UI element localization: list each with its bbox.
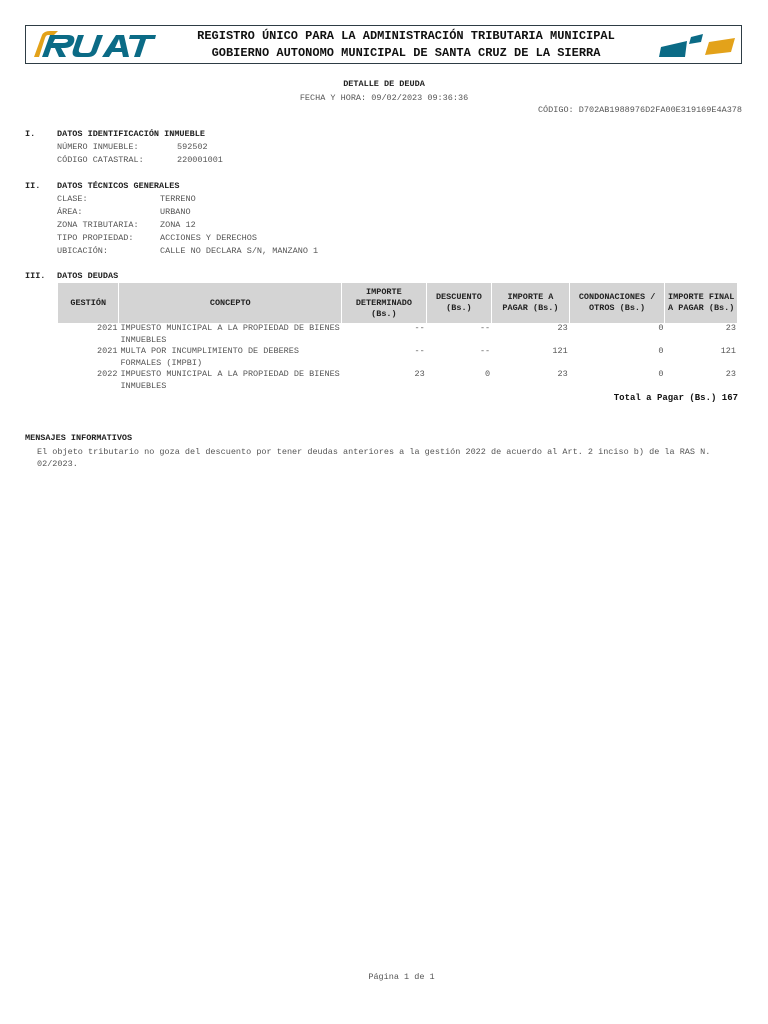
class-label: CLASE: xyxy=(57,194,88,204)
ruat-stripes-logo xyxy=(657,29,739,59)
cell-gestion: 2021 xyxy=(97,346,118,356)
table-row xyxy=(58,346,737,369)
cell-concepto: IMPUESTO MUNICIPAL A LA PROPIEDAD DE BIENES INMUEBLES xyxy=(120,323,340,345)
tax-zone-label: ZONA TRIBUTARIA: xyxy=(57,220,139,230)
property-number-value: 592502 xyxy=(177,142,208,152)
total-to-pay xyxy=(614,393,738,403)
cell-condonaciones: 0 xyxy=(658,323,664,333)
header-importe-determinado: IMPORTE DETERMINADO (Bs.) xyxy=(342,283,426,323)
cell-descuento: -- xyxy=(479,346,491,356)
header-banner xyxy=(25,25,742,64)
header-importe-final: IMPORTE FINAL A PAGAR (Bs.) xyxy=(665,283,737,323)
cell-descuento: -- xyxy=(479,323,491,333)
cell-importe-determinado: 23 xyxy=(414,369,425,379)
section1-title: DATOS IDENTIFICACIÓN INMUEBLE xyxy=(57,129,205,139)
page-number: Página 1 de 1 xyxy=(368,972,435,982)
code-label: CÓDIGO: xyxy=(537,105,574,115)
header-title-line2: GOBIERNO AUTONOMO MUNICIPAL DE SANTA CRUZ DE LA SIERRA xyxy=(211,46,601,60)
cell-concepto: MULTA POR INCUMPLIMIENTO DE DEBERES FORMALES (IMPBI) xyxy=(120,346,299,368)
cell-importe-final: 121 xyxy=(720,346,736,356)
cadastral-code-label: CÓDIGO CATASTRAL: xyxy=(57,155,144,165)
cell-gestion: 2021 xyxy=(97,323,118,333)
class-row xyxy=(57,194,196,204)
location-value: CALLE NO DECLARA S/N, MANZANO 1 xyxy=(160,246,319,256)
cell-importe-determinado: -- xyxy=(414,323,425,333)
area-label: ÁREA: xyxy=(57,207,83,217)
header-importe-pagar: IMPORTE A PAGAR (Bs.) xyxy=(492,283,569,323)
debt-table xyxy=(57,283,738,392)
property-type-row xyxy=(57,233,257,243)
location-label: UBICACIÓN: xyxy=(57,246,109,256)
property-type-label: TIPO PROPIEDAD: xyxy=(57,233,134,243)
section3-number: III. xyxy=(25,271,46,281)
cadastral-code-value: 220001001 xyxy=(177,155,223,165)
property-number-label: NÚMERO INMUEBLE: xyxy=(57,142,139,152)
ruat-logo xyxy=(28,27,160,61)
cell-importe-pagar: 121 xyxy=(552,346,568,356)
header-title-line1: REGISTRO ÚNICO PARA LA ADMINISTRACIÓN TRIBUTARIA MUNICIPAL xyxy=(197,29,615,43)
cell-importe-pagar: 23 xyxy=(557,369,568,379)
cell-importe-determinado: -- xyxy=(414,346,425,356)
messages-title: MENSAJES INFORMATIVOS xyxy=(25,433,133,443)
document-date xyxy=(0,93,768,103)
section1-number: I. xyxy=(25,129,36,139)
area-value: URBANO xyxy=(160,207,191,217)
table-row xyxy=(58,323,737,346)
header-condonaciones: CONDONACIONES / OTROS (Bs.) xyxy=(570,283,665,323)
tax-zone-row xyxy=(57,220,196,230)
tax-zone-value: ZONA 12 xyxy=(160,220,196,230)
property-type-value: ACCIONES Y DERECHOS xyxy=(160,233,257,243)
property-number-row xyxy=(57,142,208,152)
cell-condonaciones: 0 xyxy=(658,369,664,379)
header-concepto: CONCEPTO xyxy=(119,283,341,323)
cell-condonaciones: 0 xyxy=(658,346,664,356)
section3-title: DATOS DEUDAS xyxy=(57,271,119,281)
document-title: DETALLE DE DEUDA xyxy=(343,79,425,89)
cell-importe-pagar: 23 xyxy=(557,323,568,333)
section2-number: II. xyxy=(25,181,41,191)
class-value: TERRENO xyxy=(160,194,196,204)
document-code xyxy=(538,105,742,115)
cell-gestion: 2022 xyxy=(97,369,118,379)
cell-concepto: IMPUESTO MUNICIPAL A LA PROPIEDAD DE BIENES INMUEBLES xyxy=(120,369,340,391)
total-label: Total a Pagar (Bs.) xyxy=(613,393,717,403)
location-row xyxy=(57,246,319,256)
date-label: FECHA Y HORA: xyxy=(299,93,367,103)
table-header-row xyxy=(58,283,737,323)
area-row xyxy=(57,207,191,217)
cadastral-code-row xyxy=(57,155,223,165)
section2-title: DATOS TÉCNICOS GENERALES xyxy=(57,181,180,191)
header-gestion: GESTIÓN xyxy=(58,283,118,323)
messages-text: El objeto tributario no goza del descuento por tener deudas anteriores a la gestión 2022 de acuerdo al Art. 2 inciso b) de la RAS N. 02/2023. xyxy=(37,447,711,469)
cell-descuento: 0 xyxy=(485,369,491,379)
table-row xyxy=(58,369,737,392)
header-descuento: DESCUENTO (Bs.) xyxy=(427,283,491,323)
cell-importe-final: 23 xyxy=(725,369,736,379)
total-value: 167 xyxy=(721,393,738,403)
date-value: 09/02/2023 09:36:36 xyxy=(371,93,469,103)
cell-importe-final: 23 xyxy=(725,323,736,333)
code-value: D702AB1988976D2FA00E319169E4A378 xyxy=(578,105,742,115)
